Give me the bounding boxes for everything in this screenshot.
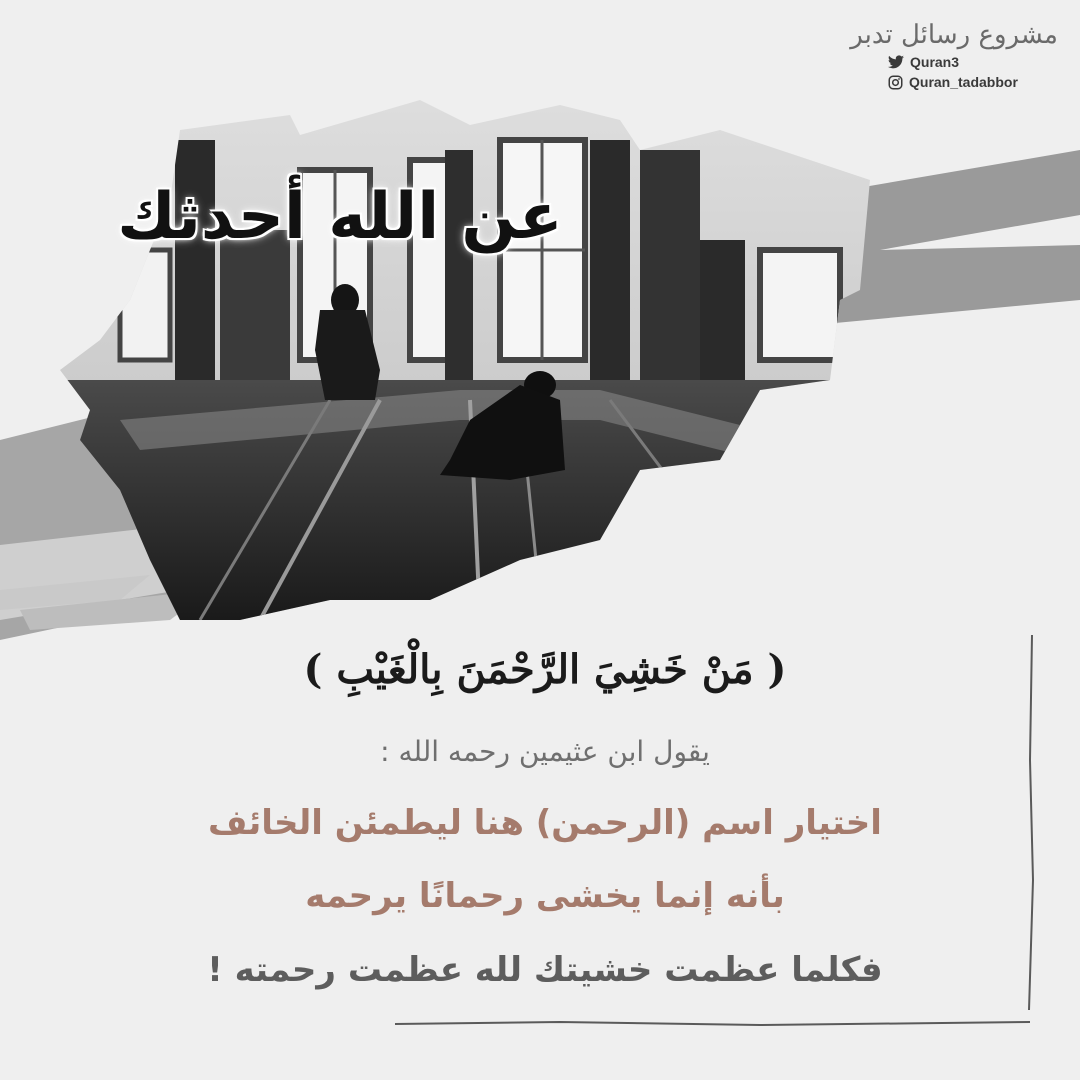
brand-logo: مشروع رسائل تدبر (850, 20, 1058, 50)
twitter-handle-row[interactable] (888, 52, 1058, 72)
twitter-handle: Quran3 (910, 54, 960, 70)
headline: عن الله أحدثك (117, 180, 563, 254)
instagram-icon (888, 75, 903, 90)
instagram-handle: Quran_tadabbor (909, 74, 1018, 90)
quote-line-2: بأنه إنما يخشى رحمانًا يرحمه (305, 876, 785, 916)
quran-verse: ( مَنْ خَشِيَ الرَّحْمَنَ بِالْغَيْبِ ) (303, 646, 787, 693)
quote-line-3: فكلما عظمت خشيتك لله عظمت رحمته ! (207, 950, 883, 990)
frame-line-right (1029, 635, 1033, 1010)
attribution: يقول ابن عثيمين رحمه الله : (380, 735, 710, 768)
frame-line-bottom (395, 1022, 1030, 1025)
brand-block (850, 18, 1058, 92)
instagram-handle-row[interactable] (888, 72, 1058, 92)
quote-line-1: اختيار اسم (الرحمن) هنا ليطمئن الخائف (208, 803, 882, 843)
twitter-icon (888, 55, 904, 69)
